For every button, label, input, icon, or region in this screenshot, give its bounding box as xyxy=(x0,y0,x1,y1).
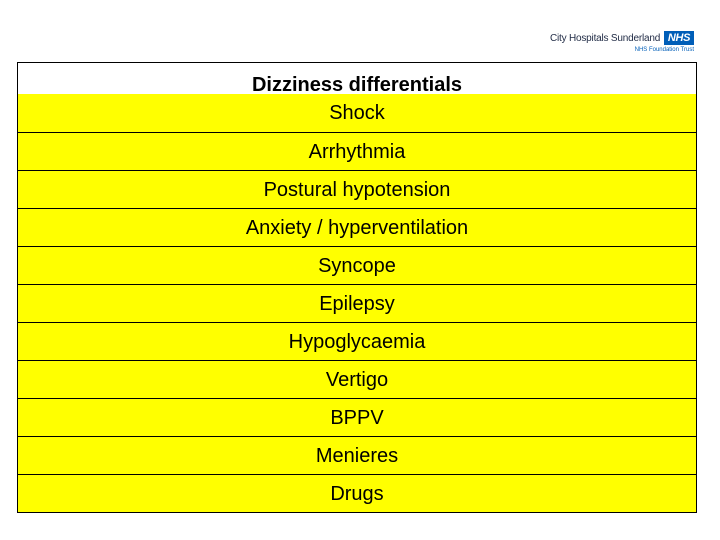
differential-cell: Postural hypotension xyxy=(18,171,697,209)
differential-cell: Menieres xyxy=(18,437,697,475)
differentials-table xyxy=(17,62,697,513)
logo-trust-name: NHS Foundation Trust xyxy=(634,47,694,53)
table-row xyxy=(18,361,697,399)
table-row xyxy=(18,399,697,437)
table-row xyxy=(18,247,697,285)
table-row xyxy=(18,323,697,361)
differential-cell: Anxiety / hyperventilation xyxy=(18,209,697,247)
table-header-row xyxy=(18,63,697,95)
differential-cell: Arrhythmia xyxy=(18,133,697,171)
nhs-badge: NHS xyxy=(664,31,694,45)
table-row xyxy=(18,475,697,513)
differential-cell: Epilepsy xyxy=(18,285,697,323)
differential-cell: Drugs xyxy=(18,475,697,513)
table-row xyxy=(18,133,697,171)
table-row xyxy=(18,437,697,475)
table-row xyxy=(18,171,697,209)
logo-org-name: City Hospitals Sunderland xyxy=(550,33,661,44)
table-row xyxy=(18,209,697,247)
differential-cell: Vertigo xyxy=(18,361,697,399)
differential-cell: Hypoglycaemia xyxy=(18,323,697,361)
differential-cell: BPPV xyxy=(18,399,697,437)
differential-cell: Syncope xyxy=(18,247,697,285)
nhs-trust-logo xyxy=(548,30,696,56)
differential-cell: Shock xyxy=(18,94,697,133)
table-row xyxy=(18,94,697,133)
table-title: Dizziness differentials xyxy=(18,63,697,95)
table-row xyxy=(18,285,697,323)
